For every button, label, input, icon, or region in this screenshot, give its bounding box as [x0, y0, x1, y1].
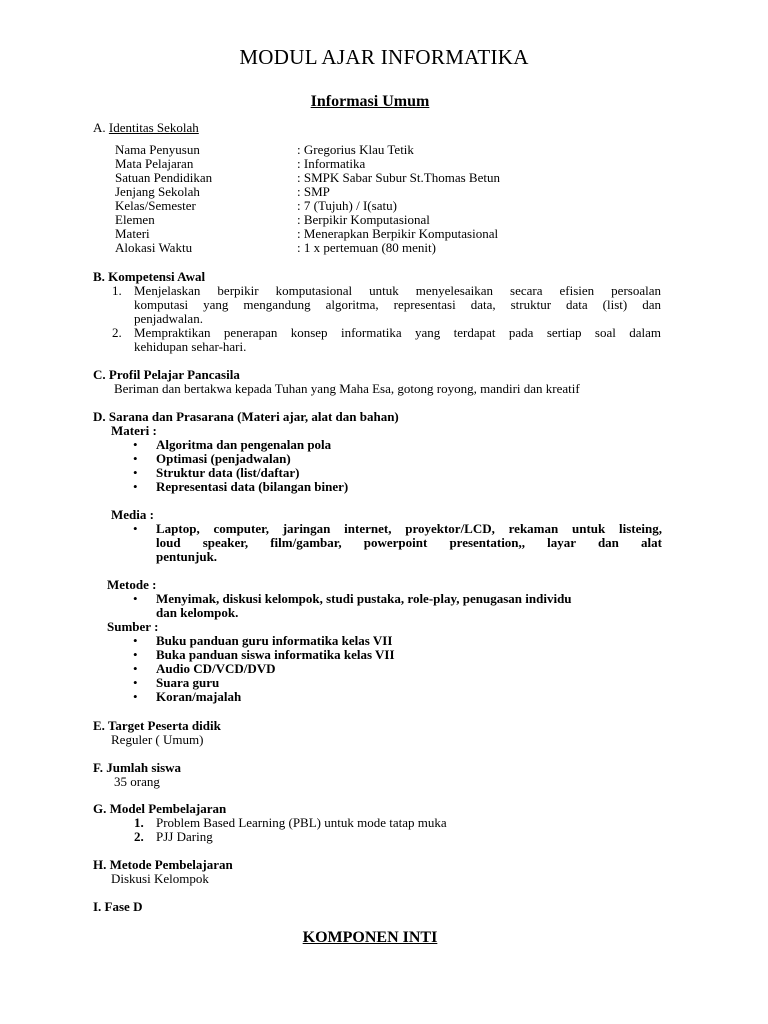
bullet-icon: •	[133, 479, 138, 494]
materi-item: Optimasi (penjadwalan)	[156, 451, 291, 466]
identity-label: Nama Penyusun	[115, 142, 200, 157]
section-h-heading: H. Metode Pembelajaran	[93, 857, 233, 872]
identity-value: : Berpikir Komputasional	[297, 212, 430, 227]
section-a-title: Identitas Sekolah	[108, 120, 199, 135]
media-line: Laptop, computer, jaringan internet, proyektor/LCD, rekaman untuk listeing,	[156, 521, 662, 536]
bullet-icon: •	[133, 521, 138, 536]
bullet-icon: •	[133, 451, 138, 466]
section-i-heading: I. Fase D	[93, 899, 143, 914]
identity-label: Jenjang Sekolah	[115, 184, 200, 199]
identity-label: Elemen	[115, 212, 155, 227]
media-line: pentunjuk.	[156, 549, 218, 564]
materi-label: Materi :	[111, 423, 157, 438]
identity-label: Mata Pelajaran	[115, 156, 194, 171]
identity-label: Satuan Pendidikan	[115, 170, 213, 185]
section-a-heading	[93, 121, 199, 135]
section-b-heading: B. Kompetensi Awal	[93, 269, 206, 284]
identity-value: : 7 (Tujuh) / I(satu)	[297, 198, 397, 213]
identity-label: Kelas/Semester	[115, 198, 196, 213]
bullet-icon: •	[133, 675, 138, 690]
sumber-item: Audio CD/VCD/DVD	[156, 661, 276, 676]
metode-line: Menyimak, diskusi kelompok, studi pustaka, role-play, penugasan individu	[156, 591, 572, 606]
metode-label: Metode :	[107, 577, 157, 592]
bullet-icon: •	[133, 591, 138, 606]
identity-value: : SMPK Sabar Subur St.Thomas Betun	[297, 170, 500, 185]
bullet-icon: •	[133, 437, 138, 452]
section-e-heading: E. Target Peserta didik	[93, 718, 221, 733]
section-g-heading: G. Model Pembelajaran	[93, 801, 227, 816]
media-line: loud speaker, film/gambar, powerpoint presentation,, layar dan alat	[156, 535, 662, 550]
list-item-line: komputasi yang mengandung algoritma, representasi data, struktur data (list) dan	[134, 297, 661, 312]
list-number: 2.	[112, 325, 122, 340]
list-number: 2.	[134, 829, 144, 844]
document-title: MODUL AJAR INFORMATIKA	[239, 45, 529, 69]
metode-line: dan kelompok.	[156, 605, 239, 620]
list-item-line: kehidupan sehar-hari.	[134, 339, 247, 354]
identity-label: Materi	[115, 226, 150, 241]
identity-value: : SMP	[297, 184, 330, 199]
section-a-prefix: A.	[93, 120, 106, 135]
materi-item: Struktur data (list/daftar)	[156, 465, 300, 480]
sumber-item: Buku panduan guru informatika kelas VII	[156, 633, 393, 648]
list-item-line: Menjelaskan berpikir komputasional untuk menyelesaikan secara efisien persoalan	[134, 283, 661, 298]
identity-value: : Gregorius Klau Tetik	[297, 142, 414, 157]
materi-item: Algoritma dan pengenalan pola	[156, 437, 332, 452]
list-number: 1.	[134, 815, 144, 830]
section-c-heading: C. Profil Pelajar Pancasila	[93, 367, 240, 382]
model-item: PJJ Daring	[156, 829, 213, 844]
bullet-icon: •	[133, 647, 138, 662]
sumber-item: Koran/majalah	[156, 689, 242, 704]
model-item: Problem Based Learning (PBL) untuk mode tatap muka	[156, 815, 447, 830]
identity-label: Alokasi Waktu	[115, 240, 193, 255]
list-item-line: Mempraktikan penerapan konsep informatika yang terdapat pada sertiap soal dalam	[134, 325, 661, 340]
list-number: 1.	[112, 283, 122, 298]
identity-value: : 1 x pertemuan (80 menit)	[297, 240, 436, 255]
section-e-text: Reguler ( Umum)	[111, 732, 204, 747]
section-f-text: 35 orang	[114, 774, 160, 789]
materi-item: Representasi data (bilangan biner)	[156, 479, 349, 494]
identity-value: : Informatika	[297, 156, 366, 171]
komponen-inti-heading: KOMPONEN INTI	[302, 929, 438, 946]
bullet-icon: •	[133, 465, 138, 480]
sumber-item: Suara guru	[156, 675, 220, 690]
sumber-label: Sumber :	[107, 619, 159, 634]
bullet-icon: •	[133, 633, 138, 648]
section-d-heading: D. Sarana dan Prasarana (Materi ajar, alat dan bahan)	[93, 409, 399, 424]
section-h-text: Diskusi Kelompok	[111, 871, 209, 886]
bullet-icon: •	[133, 689, 138, 704]
bullet-icon: •	[133, 661, 138, 676]
section-subtitle: Informasi Umum	[310, 93, 430, 110]
section-f-heading: F. Jumlah siswa	[93, 760, 182, 775]
list-item-line: penjadwalan.	[134, 311, 203, 326]
media-label: Media :	[111, 507, 154, 522]
sumber-item: Buka panduan siswa informatika kelas VII	[156, 647, 395, 662]
identity-value: : Menerapkan Berpikir Komputasional	[297, 226, 499, 241]
section-c-text: Beriman dan bertakwa kepada Tuhan yang Maha Esa, gotong royong, mandiri dan kreatif	[114, 381, 580, 396]
